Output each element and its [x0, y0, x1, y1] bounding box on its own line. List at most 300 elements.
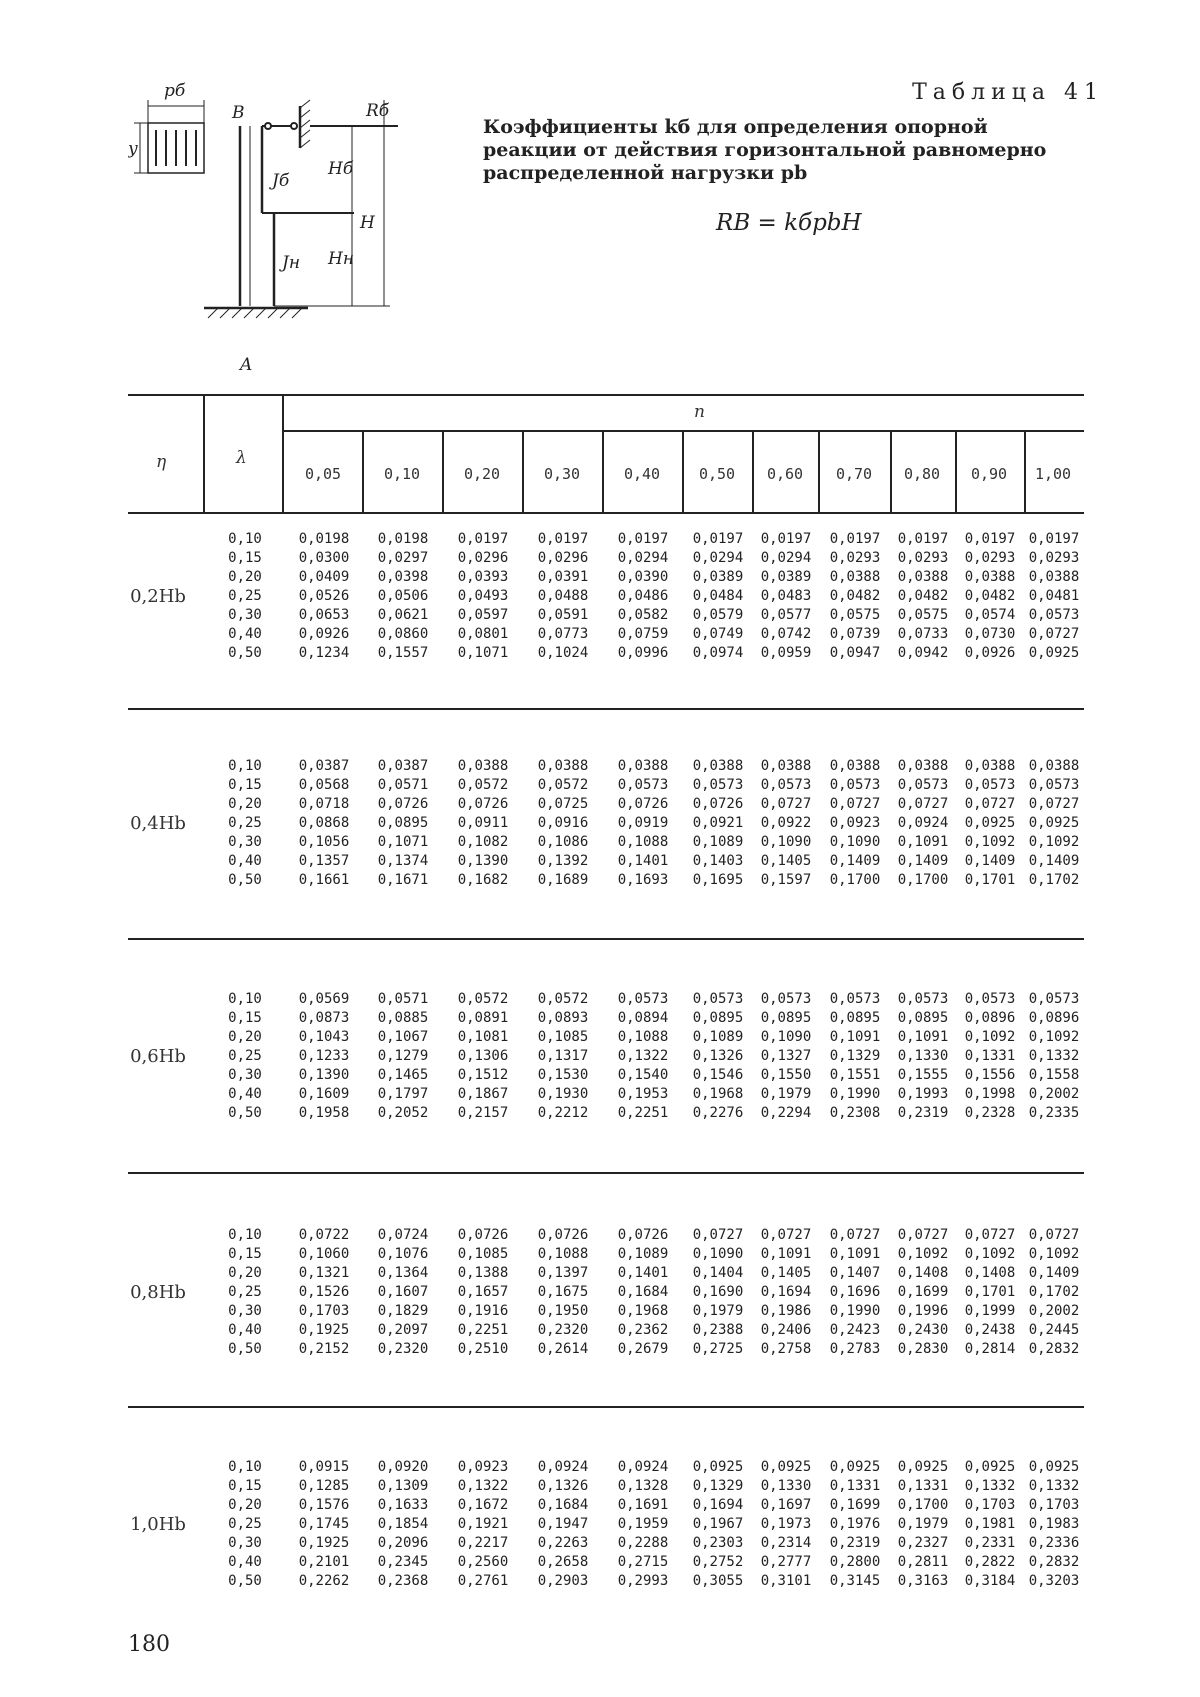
- coefficient-cell: 0,0868: [298, 815, 350, 831]
- coefficient-cell: 0,1060: [298, 1246, 350, 1262]
- coefficient-column: [886, 990, 960, 1123]
- coefficient-cell: 0,1576: [298, 1497, 350, 1513]
- table-section: [0, 1226, 1200, 1366]
- coefficient-cell: 0,1672: [457, 1497, 509, 1513]
- coefficient-cell: 0,0482: [897, 588, 949, 604]
- coefficient-cell: 0,1979: [760, 1086, 812, 1102]
- coefficient-cell: 0,1317: [537, 1048, 589, 1064]
- coefficient-cell: 0,0727: [1028, 626, 1080, 642]
- n-value-header: 0,60: [766, 465, 804, 483]
- lambda-value: 0,20: [228, 1029, 262, 1045]
- coefficient-cell: 0,1555: [897, 1067, 949, 1083]
- lambda-value: 0,25: [228, 1516, 262, 1532]
- coefficient-column: [749, 990, 823, 1123]
- coefficient-cell: 0,1693: [617, 872, 669, 888]
- coefficient-cell: 0,1092: [897, 1246, 949, 1262]
- coefficient-cell: 0,1085: [457, 1246, 509, 1262]
- coefficient-cell: 0,2251: [457, 1322, 509, 1338]
- coefficient-cell: 0,1921: [457, 1516, 509, 1532]
- coefficient-column: [953, 757, 1027, 890]
- coefficient-cell: 0,2294: [760, 1105, 812, 1121]
- coefficient-cell: 0,0198: [298, 531, 350, 547]
- coefficient-column: [681, 990, 755, 1123]
- coefficient-column: [446, 1226, 520, 1359]
- coefficient-cell: 0,2097: [377, 1322, 429, 1338]
- coefficient-cell: 0,0297: [377, 550, 429, 566]
- coefficient-cell: 0,0486: [617, 588, 669, 604]
- lambda-value: 0,15: [228, 1010, 262, 1026]
- coefficient-cell: 0,0726: [377, 796, 429, 812]
- coefficient-cell: 0,1699: [829, 1497, 881, 1513]
- coefficient-cell: 0,1090: [692, 1246, 744, 1262]
- coefficient-column: [1017, 1226, 1091, 1359]
- coefficient-cell: 0,1690: [692, 1284, 744, 1300]
- coefficient-cell: 0,0526: [298, 588, 350, 604]
- coefficient-cell: 0,1392: [537, 853, 589, 869]
- lambda-value: 0,50: [228, 1573, 262, 1589]
- coefficient-cell: 0,1512: [457, 1067, 509, 1083]
- coefficient-cell: 0,2251: [617, 1105, 669, 1121]
- coefficient-cell: 0,2335: [1028, 1105, 1080, 1121]
- section-separator: [128, 1406, 1084, 1408]
- coefficient-cell: 0,0294: [760, 550, 812, 566]
- coefficient-cell: 0,0573: [964, 777, 1016, 793]
- coefficient-cell: 0,1405: [760, 1265, 812, 1281]
- coefficient-column: [749, 1226, 823, 1359]
- coefficient-cell: 0,2783: [829, 1341, 881, 1357]
- n-col-divider: [522, 432, 524, 512]
- n-column-header: n: [694, 402, 705, 422]
- coefficient-cell: 0,0197: [1028, 531, 1080, 547]
- coefficient-cell: 0,1357: [298, 853, 350, 869]
- coefficient-cell: 0,0388: [829, 569, 881, 585]
- coefficient-cell: 0,0923: [829, 815, 881, 831]
- coefficient-cell: 0,1088: [537, 1246, 589, 1262]
- coefficient-cell: 0,0296: [457, 550, 509, 566]
- coefficient-cell: 0,1550: [760, 1067, 812, 1083]
- table-section: [0, 757, 1200, 897]
- coefficient-cell: 0,1332: [1028, 1048, 1080, 1064]
- coefficient-cell: 0,1409: [829, 853, 881, 869]
- coefficient-cell: 0,1999: [964, 1303, 1016, 1319]
- coefficient-cell: 0,0894: [617, 1010, 669, 1026]
- coefficient-cell: 0,0388: [617, 758, 669, 774]
- coefficient-cell: 0,2314: [760, 1535, 812, 1551]
- coefficient-cell: 0,1968: [692, 1086, 744, 1102]
- coefficient-cell: 0,1328: [617, 1478, 669, 1494]
- coefficient-cell: 0,0388: [537, 758, 589, 774]
- coefficient-column: [526, 530, 600, 663]
- coefficient-cell: 0,0891: [457, 1010, 509, 1026]
- coefficient-cell: 0,0300: [298, 550, 350, 566]
- coefficient-cell: 0,3163: [897, 1573, 949, 1589]
- coefficient-cell: 0,0197: [617, 531, 669, 547]
- coefficient-cell: 0,1089: [692, 834, 744, 850]
- coefficient-cell: 0,1388: [457, 1265, 509, 1281]
- n-value-header: 0,50: [698, 465, 736, 483]
- coefficient-column: [446, 1458, 520, 1591]
- coefficient-cell: 0,0924: [897, 815, 949, 831]
- coefficient-cell: 0,1990: [829, 1086, 881, 1102]
- coefficient-cell: 0,2800: [829, 1554, 881, 1570]
- coefficient-column: [287, 1458, 361, 1591]
- coefficient-cell: 0,0293: [1028, 550, 1080, 566]
- lambda-value: 0,50: [228, 1341, 262, 1357]
- coefficient-cell: 0,0197: [897, 531, 949, 547]
- eta-value: 1,0Hb: [130, 1514, 186, 1535]
- coefficient-cell: 0,1701: [964, 1284, 1016, 1300]
- coefficient-cell: 0,0727: [760, 796, 812, 812]
- eta-value: 0,2Hb: [130, 586, 186, 607]
- coefficient-cell: 0,0197: [457, 531, 509, 547]
- coefficient-cell: 0,3055: [692, 1573, 744, 1589]
- coefficient-cell: 0,0506: [377, 588, 429, 604]
- coefficient-cell: 0,1085: [537, 1029, 589, 1045]
- coefficient-cell: 0,1633: [377, 1497, 429, 1513]
- coefficient-cell: 0,1981: [964, 1516, 1016, 1532]
- coefficient-cell: 0,2096: [377, 1535, 429, 1551]
- coefficient-cell: 0,2368: [377, 1573, 429, 1589]
- coefficient-column: [287, 990, 361, 1123]
- coefficient-cell: 0,1925: [298, 1535, 350, 1551]
- coefficient-cell: 0,1609: [298, 1086, 350, 1102]
- lambda-value: 0,10: [228, 1227, 262, 1243]
- coefficient-cell: 0,0726: [617, 796, 669, 812]
- coefficient-cell: 0,1071: [377, 834, 429, 850]
- coefficient-cell: 0,1306: [457, 1048, 509, 1064]
- coefficient-column: [446, 530, 520, 663]
- lambda-value: 0,30: [228, 1303, 262, 1319]
- coefficient-cell: 0,2752: [692, 1554, 744, 1570]
- coefficient-cell: 0,2388: [692, 1322, 744, 1338]
- coefficient-cell: 0,1090: [829, 834, 881, 850]
- coefficient-cell: 0,0388: [897, 758, 949, 774]
- coefficient-cell: 0,1925: [298, 1322, 350, 1338]
- coefficient-cell: 0,2320: [377, 1341, 429, 1357]
- coefficient-cell: 0,0294: [692, 550, 744, 566]
- coefficient-cell: 0,3184: [964, 1573, 1016, 1589]
- coefficient-cell: 0,0568: [298, 777, 350, 793]
- coefficient-cell: 0,0925: [1028, 645, 1080, 661]
- coefficient-cell: 0,0573: [829, 777, 881, 793]
- coefficient-cell: 0,0198: [377, 531, 429, 547]
- coefficient-cell: 0,1996: [897, 1303, 949, 1319]
- coefficient-cell: 0,1947: [537, 1516, 589, 1532]
- coefficient-cell: 0,1530: [537, 1067, 589, 1083]
- coefficient-column: [749, 1458, 823, 1591]
- diagram-label-b: B: [232, 103, 245, 123]
- coefficient-cell: 0,1091: [897, 1029, 949, 1045]
- coefficient-cell: 0,2303: [692, 1535, 744, 1551]
- coefficient-cell: 0,1700: [897, 872, 949, 888]
- coefficient-cell: 0,0916: [537, 815, 589, 831]
- n-value-header: 0,10: [383, 465, 421, 483]
- coefficient-cell: 0,1071: [457, 645, 509, 661]
- coefficient-column: [953, 530, 1027, 663]
- coefficient-cell: 0,2679: [617, 1341, 669, 1357]
- coefficient-cell: 0,1694: [760, 1284, 812, 1300]
- table-number: Таблица 41: [912, 80, 1104, 105]
- coefficient-cell: 0,0895: [829, 1010, 881, 1026]
- coefficient-cell: 0,1551: [829, 1067, 881, 1083]
- coefficient-cell: 0,0197: [760, 531, 812, 547]
- lambda-value: 0,20: [228, 569, 262, 585]
- coefficient-cell: 0,0924: [537, 1459, 589, 1475]
- coefficient-cell: 0,1321: [298, 1265, 350, 1281]
- coefficient-cell: 0,1950: [537, 1303, 589, 1319]
- coefficient-cell: 0,1024: [537, 645, 589, 661]
- coefficient-cell: 0,2362: [617, 1322, 669, 1338]
- lambda-value: 0,10: [228, 991, 262, 1007]
- coefficient-cell: 0,2658: [537, 1554, 589, 1570]
- coefficient-cell: 0,0726: [457, 796, 509, 812]
- coefficient-cell: 0,1331: [897, 1478, 949, 1494]
- coefficient-cell: 0,2406: [760, 1322, 812, 1338]
- reaction-formula: RB = kбpbH: [716, 210, 862, 236]
- coefficient-cell: 0,0493: [457, 588, 509, 604]
- coefficient-cell: 0,3101: [760, 1573, 812, 1589]
- coefficient-cell: 0,1990: [829, 1303, 881, 1319]
- coefficient-cell: 0,0388: [692, 758, 744, 774]
- coefficient-cell: 0,0388: [1028, 569, 1080, 585]
- coefficient-cell: 0,1309: [377, 1478, 429, 1494]
- coefficient-cell: 0,2430: [897, 1322, 949, 1338]
- coefficient-cell: 0,0742: [760, 626, 812, 642]
- coefficient-cell: 0,0726: [617, 1227, 669, 1243]
- eta-value: 0,6Hb: [130, 1046, 186, 1067]
- diagram-label-y: y: [128, 139, 138, 159]
- coefficient-cell: 0,0388: [1028, 758, 1080, 774]
- section-separator: [128, 938, 1084, 940]
- coefficient-cell: 0,2319: [829, 1535, 881, 1551]
- coefficient-column: [818, 530, 892, 663]
- coefficient-column: [526, 1458, 600, 1591]
- lambda-value: 0,40: [228, 626, 262, 642]
- coefficient-cell: 0,2217: [457, 1535, 509, 1551]
- coefficient-column: [287, 1226, 361, 1359]
- coefficient-column: [1017, 1458, 1091, 1591]
- section-separator: [128, 1172, 1084, 1174]
- coefficient-cell: 0,1998: [964, 1086, 1016, 1102]
- n-value-header: 0,05: [304, 465, 342, 483]
- coefficient-cell: 0,2993: [617, 1573, 669, 1589]
- coefficient-cell: 0,1701: [964, 872, 1016, 888]
- coefficient-cell: 0,1091: [760, 1246, 812, 1262]
- coefficient-cell: 0,0573: [829, 991, 881, 1007]
- coefficient-cell: 0,0391: [537, 569, 589, 585]
- coefficient-cell: 0,0582: [617, 607, 669, 623]
- lambda-value: 0,30: [228, 607, 262, 623]
- lambda-value: 0,50: [228, 645, 262, 661]
- coefficient-cell: 0,0895: [897, 1010, 949, 1026]
- coefficient-cell: 0,1331: [964, 1048, 1016, 1064]
- coefficient-cell: 0,0572: [457, 777, 509, 793]
- coefficient-cell: 0,0730: [964, 626, 1016, 642]
- coefficient-cell: 0,0959: [760, 645, 812, 661]
- coefficient-cell: 0,0573: [692, 991, 744, 1007]
- coefficient-cell: 0,1092: [964, 1029, 1016, 1045]
- table-caption: Коэффициенты kб для определения опорной реакции от действия горизонтальной равномерно распределенной нагрузки pb: [483, 116, 1047, 184]
- coefficient-cell: 0,1829: [377, 1303, 429, 1319]
- coefficient-cell: 0,1088: [617, 1029, 669, 1045]
- coefficient-cell: 0,0571: [377, 991, 429, 1007]
- coefficient-cell: 0,0727: [964, 1227, 1016, 1243]
- coefficient-cell: 0,1556: [964, 1067, 1016, 1083]
- coefficient-cell: 0,1695: [692, 872, 744, 888]
- coefficient-cell: 0,0197: [692, 531, 744, 547]
- diagram-label-a: A: [240, 355, 253, 375]
- coefficient-column: [366, 1226, 440, 1359]
- coefficient-cell: 0,1557: [377, 645, 429, 661]
- coefficient-cell: 0,2725: [692, 1341, 744, 1357]
- eta-value: 0,4Hb: [130, 813, 186, 834]
- coefficient-cell: 0,2560: [457, 1554, 509, 1570]
- lambda-value: 0,15: [228, 1478, 262, 1494]
- coefficient-cell: 0,1401: [617, 1265, 669, 1281]
- coefficient-cell: 0,2761: [457, 1573, 509, 1589]
- coefficient-cell: 0,0925: [760, 1459, 812, 1475]
- coefficient-cell: 0,0733: [897, 626, 949, 642]
- coefficient-cell: 0,2319: [897, 1105, 949, 1121]
- diagram-label-jn: Jн: [282, 253, 301, 273]
- coefficient-cell: 0,0573: [692, 777, 744, 793]
- coefficient-cell: 0,2263: [537, 1535, 589, 1551]
- coefficient-column: [681, 530, 755, 663]
- diagram-label-hn: Hн: [328, 249, 355, 269]
- coefficient-cell: 0,1702: [1028, 872, 1080, 888]
- coefficient-cell: 0,0388: [457, 758, 509, 774]
- coefficient-cell: 0,1540: [617, 1067, 669, 1083]
- coefficient-cell: 0,0926: [964, 645, 1016, 661]
- lambda-value: 0,50: [228, 872, 262, 888]
- coefficient-cell: 0,2423: [829, 1322, 881, 1338]
- coefficient-cell: 0,2758: [760, 1341, 812, 1357]
- coefficient-cell: 0,0726: [537, 1227, 589, 1243]
- coefficient-cell: 0,1329: [829, 1048, 881, 1064]
- table-top-rule: [128, 394, 1084, 396]
- coefficient-cell: 0,2903: [537, 1573, 589, 1589]
- coefficient-cell: 0,1233: [298, 1048, 350, 1064]
- lambda-value: 0,40: [228, 1322, 262, 1338]
- coefficient-cell: 0,2715: [617, 1554, 669, 1570]
- diagram-label-h: H: [360, 213, 375, 233]
- coefficient-cell: 0,1959: [617, 1516, 669, 1532]
- coefficient-cell: 0,0388: [760, 758, 812, 774]
- coefficient-cell: 0,1675: [537, 1284, 589, 1300]
- coefficient-cell: 0,2152: [298, 1341, 350, 1357]
- coefficient-cell: 0,1404: [692, 1265, 744, 1281]
- coefficient-cell: 0,1329: [692, 1478, 744, 1494]
- coefficient-cell: 0,1285: [298, 1478, 350, 1494]
- coefficient-cell: 0,0925: [1028, 815, 1080, 831]
- coefficient-cell: 0,1465: [377, 1067, 429, 1083]
- coefficient-cell: 0,1326: [692, 1048, 744, 1064]
- coefficient-cell: 0,2331: [964, 1535, 1016, 1551]
- coefficient-cell: 0,2101: [298, 1554, 350, 1570]
- coefficient-column: [526, 990, 600, 1123]
- coefficient-cell: 0,0773: [537, 626, 589, 642]
- coefficient-cell: 0,1322: [457, 1478, 509, 1494]
- coefficient-cell: 0,1092: [964, 834, 1016, 850]
- coefficient-cell: 0,1703: [298, 1303, 350, 1319]
- coefficient-cell: 0,3203: [1028, 1573, 1080, 1589]
- coefficient-cell: 0,1597: [760, 872, 812, 888]
- coefficient-cell: 0,0621: [377, 607, 429, 623]
- coefficient-cell: 0,1092: [1028, 1246, 1080, 1262]
- coefficient-cell: 0,0920: [377, 1459, 429, 1475]
- frame-diagram: [128, 78, 448, 378]
- coefficient-cell: 0,0481: [1028, 588, 1080, 604]
- coefficient-cell: 0,0653: [298, 607, 350, 623]
- coefficient-cell: 0,1405: [760, 853, 812, 869]
- coefficient-cell: 0,1700: [897, 1497, 949, 1513]
- coefficient-cell: 0,1689: [537, 872, 589, 888]
- coefficient-cell: 0,1091: [829, 1029, 881, 1045]
- coefficient-cell: 0,0575: [897, 607, 949, 623]
- coefficient-cell: 0,0573: [964, 991, 1016, 1007]
- coefficient-cell: 0,1867: [457, 1086, 509, 1102]
- coefficient-cell: 0,2445: [1028, 1322, 1080, 1338]
- coefficient-cell: 0,0926: [298, 626, 350, 642]
- coefficient-column: [953, 1226, 1027, 1359]
- n-value-header: 0,20: [463, 465, 501, 483]
- coefficient-cell: 0,0718: [298, 796, 350, 812]
- coefficient-cell: 0,0388: [964, 758, 1016, 774]
- coefficient-column: [287, 757, 361, 890]
- coefficient-column: [366, 1458, 440, 1591]
- lambda-value: 0,50: [228, 1105, 262, 1121]
- coefficient-cell: 0,1082: [457, 834, 509, 850]
- lambda-value: 0,25: [228, 1284, 262, 1300]
- coefficient-cell: 0,0925: [692, 1459, 744, 1475]
- coefficient-cell: 0,1330: [760, 1478, 812, 1494]
- coefficient-cell: 0,1407: [829, 1265, 881, 1281]
- n-value-header: 0,90: [970, 465, 1008, 483]
- coefficient-cell: 0,1332: [964, 1478, 1016, 1494]
- coefficient-cell: 0,0573: [897, 777, 949, 793]
- coefficient-cell: 0,0749: [692, 626, 744, 642]
- coefficient-column: [366, 990, 440, 1123]
- coefficient-cell: 0,0573: [760, 777, 812, 793]
- coefficient-cell: 0,2262: [298, 1573, 350, 1589]
- lambda-value: 0,15: [228, 550, 262, 566]
- coefficient-cell: 0,2832: [1028, 1554, 1080, 1570]
- coefficient-cell: 0,2320: [537, 1322, 589, 1338]
- coefficient-cell: 0,0483: [760, 588, 812, 604]
- coefficient-cell: 0,1088: [617, 834, 669, 850]
- n-col-divider: [602, 432, 604, 512]
- coefficient-cell: 0,1408: [897, 1265, 949, 1281]
- coefficient-cell: 0,1326: [537, 1478, 589, 1494]
- coefficient-column: [446, 757, 520, 890]
- coefficient-cell: 0,3145: [829, 1573, 881, 1589]
- coefficient-cell: 0,0573: [1028, 607, 1080, 623]
- coefficient-column: [446, 990, 520, 1123]
- coefficient-column: [886, 530, 960, 663]
- coefficient-column: [818, 757, 892, 890]
- coefficient-cell: 0,0197: [964, 531, 1016, 547]
- coefficient-cell: 0,1089: [617, 1246, 669, 1262]
- lambda-value: 0,30: [228, 1535, 262, 1551]
- coefficient-cell: 0,1745: [298, 1516, 350, 1532]
- eta-value: 0,8Hb: [130, 1282, 186, 1303]
- coefficient-cell: 0,0387: [298, 758, 350, 774]
- coefficient-cell: 0,1408: [964, 1265, 1016, 1281]
- eta-column-header: η: [156, 452, 167, 472]
- coefficient-cell: 0,1086: [537, 834, 589, 850]
- coefficient-cell: 0,0389: [692, 569, 744, 585]
- coefficient-cell: 0,1092: [964, 1246, 1016, 1262]
